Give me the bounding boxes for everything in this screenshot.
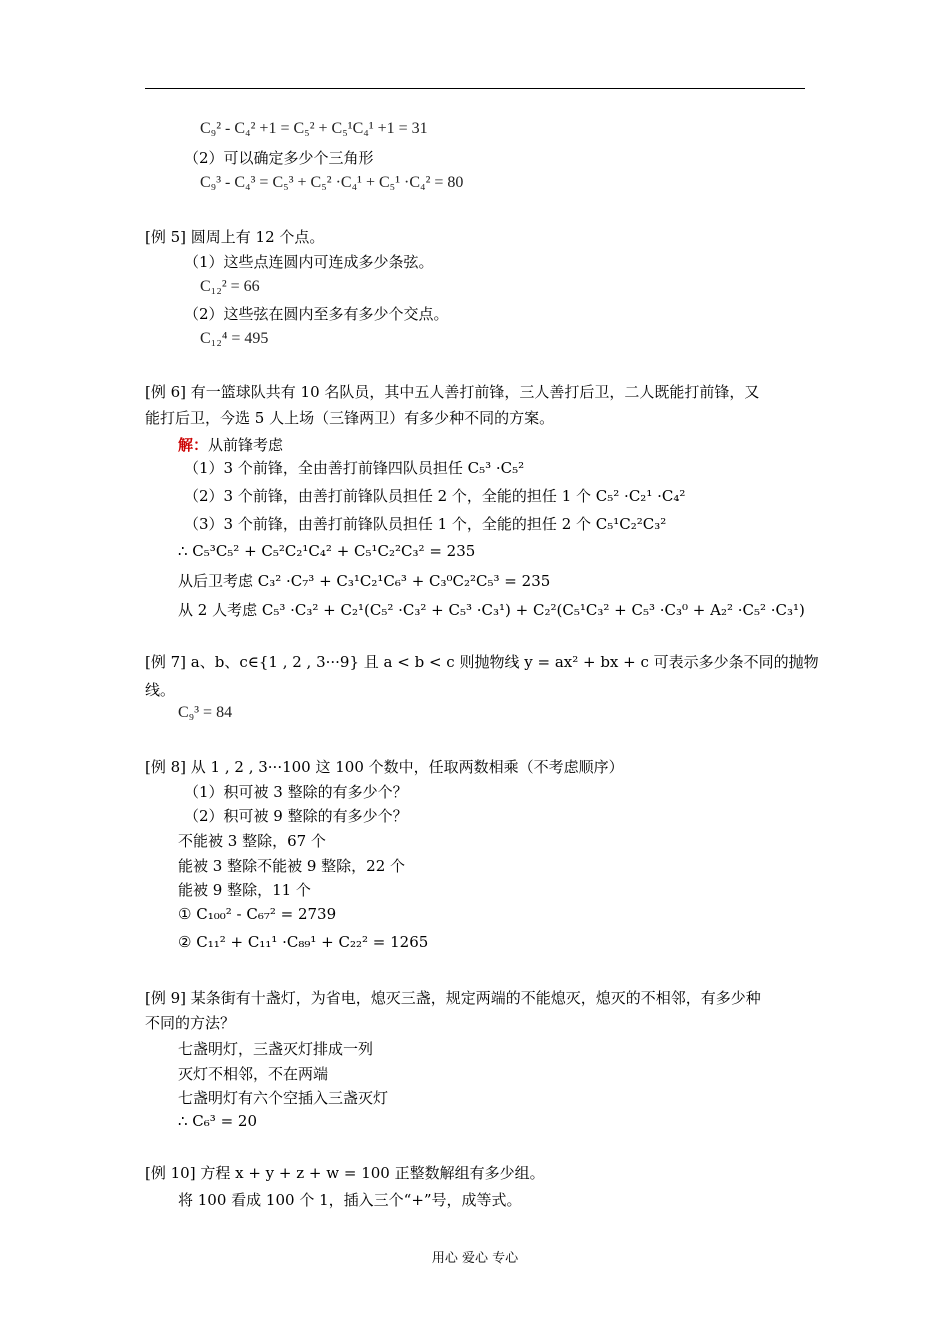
formula-line: C₁₂² = 66 — [200, 278, 260, 295]
solution-label: 解： — [178, 436, 209, 454]
text-line: 从 2 人考虑 C₅³ ·C₃² + C₂¹(C₅² ·C₃² + C₅³ ·C₃¹) + C₂²(C₅¹C₃² + C₅³ ·C₃⁰ + A₂² ·C₅² ·C₃¹) — [178, 601, 805, 619]
formula-line: C₉² - C₄² +1 = C₅² + C₅¹C₄¹ +1 = 31 — [200, 120, 428, 137]
formula-line: C₉³ - C₄³ = C₅³ + C₅² ·C₄¹ + C₅¹ ·C₄² = 80 — [200, 174, 464, 191]
formula-line: C₁₂⁴ = 495 — [200, 330, 269, 347]
text-line: 不同的方法？ — [145, 1014, 236, 1032]
solution-line — [178, 435, 283, 455]
page-footer: 用心 爱心 专心 — [431, 1251, 519, 1266]
text-line: （2）3 个前锋，由善打前锋队员担任 2 个，全能的担任 1 个 C₅² ·C₂¹ ·C₄² — [184, 487, 686, 505]
example-heading: [例 7] a、b、c∈{1 , 2 , 3···9} 且 a < b < c 则抛物线 y = ax² + bx + c 可表示多少条不同的抛物 — [145, 653, 819, 671]
text-line: 七盏明灯，三盏灭灯排成一列 — [178, 1040, 374, 1058]
text-line: （2）积可被 9 整除的有多少个？ — [184, 807, 408, 825]
text-line: 将 100 看成 100 个 1，插入三个“+”号，成等式。 — [178, 1191, 522, 1209]
text-line: （1）3 个前锋，全由善打前锋四队员担任 C₅³ ·C₅² — [184, 459, 525, 477]
formula-line: C₉³ = 84 — [178, 704, 233, 721]
text-line: ∴ C₆³ = 20 — [178, 1112, 258, 1130]
text-line: 七盏明灯有六个空插入三盏灭灯 — [178, 1089, 389, 1107]
text-line: （3）3 个前锋，由善打前锋队员担任 1 个，全能的担任 2 个 C₅¹C₂²C₃² — [184, 515, 667, 533]
text-line: （1）这些点连圆内可连成多少条弦。 — [184, 253, 434, 271]
text-line: （1）积可被 3 整除的有多少个？ — [184, 783, 408, 801]
text-line: ① C₁₀₀² - C₆₇² = 2739 — [178, 905, 337, 923]
text-line: 能被 9 整除，11 个 — [178, 881, 311, 899]
text-line: 灭灯不相邻，不在两端 — [178, 1065, 329, 1083]
text-line: ② C₁₁² + C₁₁¹ ·C₈₉¹ + C₂₂² = 1265 — [178, 933, 429, 951]
text-line: （2）这些弦在圆内至多有多少个交点。 — [184, 305, 449, 323]
text-line: 不能被 3 整除，67 个 — [178, 832, 326, 850]
example-heading: [例 5] 圆周上有 12 个点。 — [145, 228, 325, 246]
text-line: 能被 3 整除不能被 9 整除，22 个 — [178, 857, 406, 875]
example-heading: [例 8] 从 1 , 2 , 3···100 这 100 个数中，任取两数相乘（不考虑顺序） — [145, 758, 624, 776]
example-heading: [例 10] 方程 x + y + z + w = 100 正整数解组有多少组。 — [145, 1164, 545, 1182]
header-rule — [145, 88, 805, 89]
text-line: （2）可以确定多少个三角形 — [184, 149, 374, 167]
text-line: 从后卫考虑 C₃² ·C₇³ + C₃¹C₂¹C₆³ + C₃⁰C₂²C₅³ = 235 — [178, 572, 551, 590]
text-line: ∴ C₅³C₅² + C₅²C₂¹C₄² + C₅¹C₂²C₃² = 235 — [178, 542, 476, 560]
example-heading: [例 6] 有一篮球队共有 10 名队员，其中五人善打前锋，三人善打后卫，二人既能打前锋，又 — [145, 383, 760, 401]
text-line: 能打后卫，今选 5 人上场（三锋两卫）有多少种不同的方案。 — [145, 409, 555, 427]
text-line: 线。 — [145, 681, 176, 699]
example-heading: [例 9] 某条街有十盏灯，为省电，熄灭三盏，规定两端的不能熄灭，熄灭的不相邻，有多少种 — [145, 989, 761, 1007]
solution-text: 从前锋考虑 — [208, 436, 284, 454]
